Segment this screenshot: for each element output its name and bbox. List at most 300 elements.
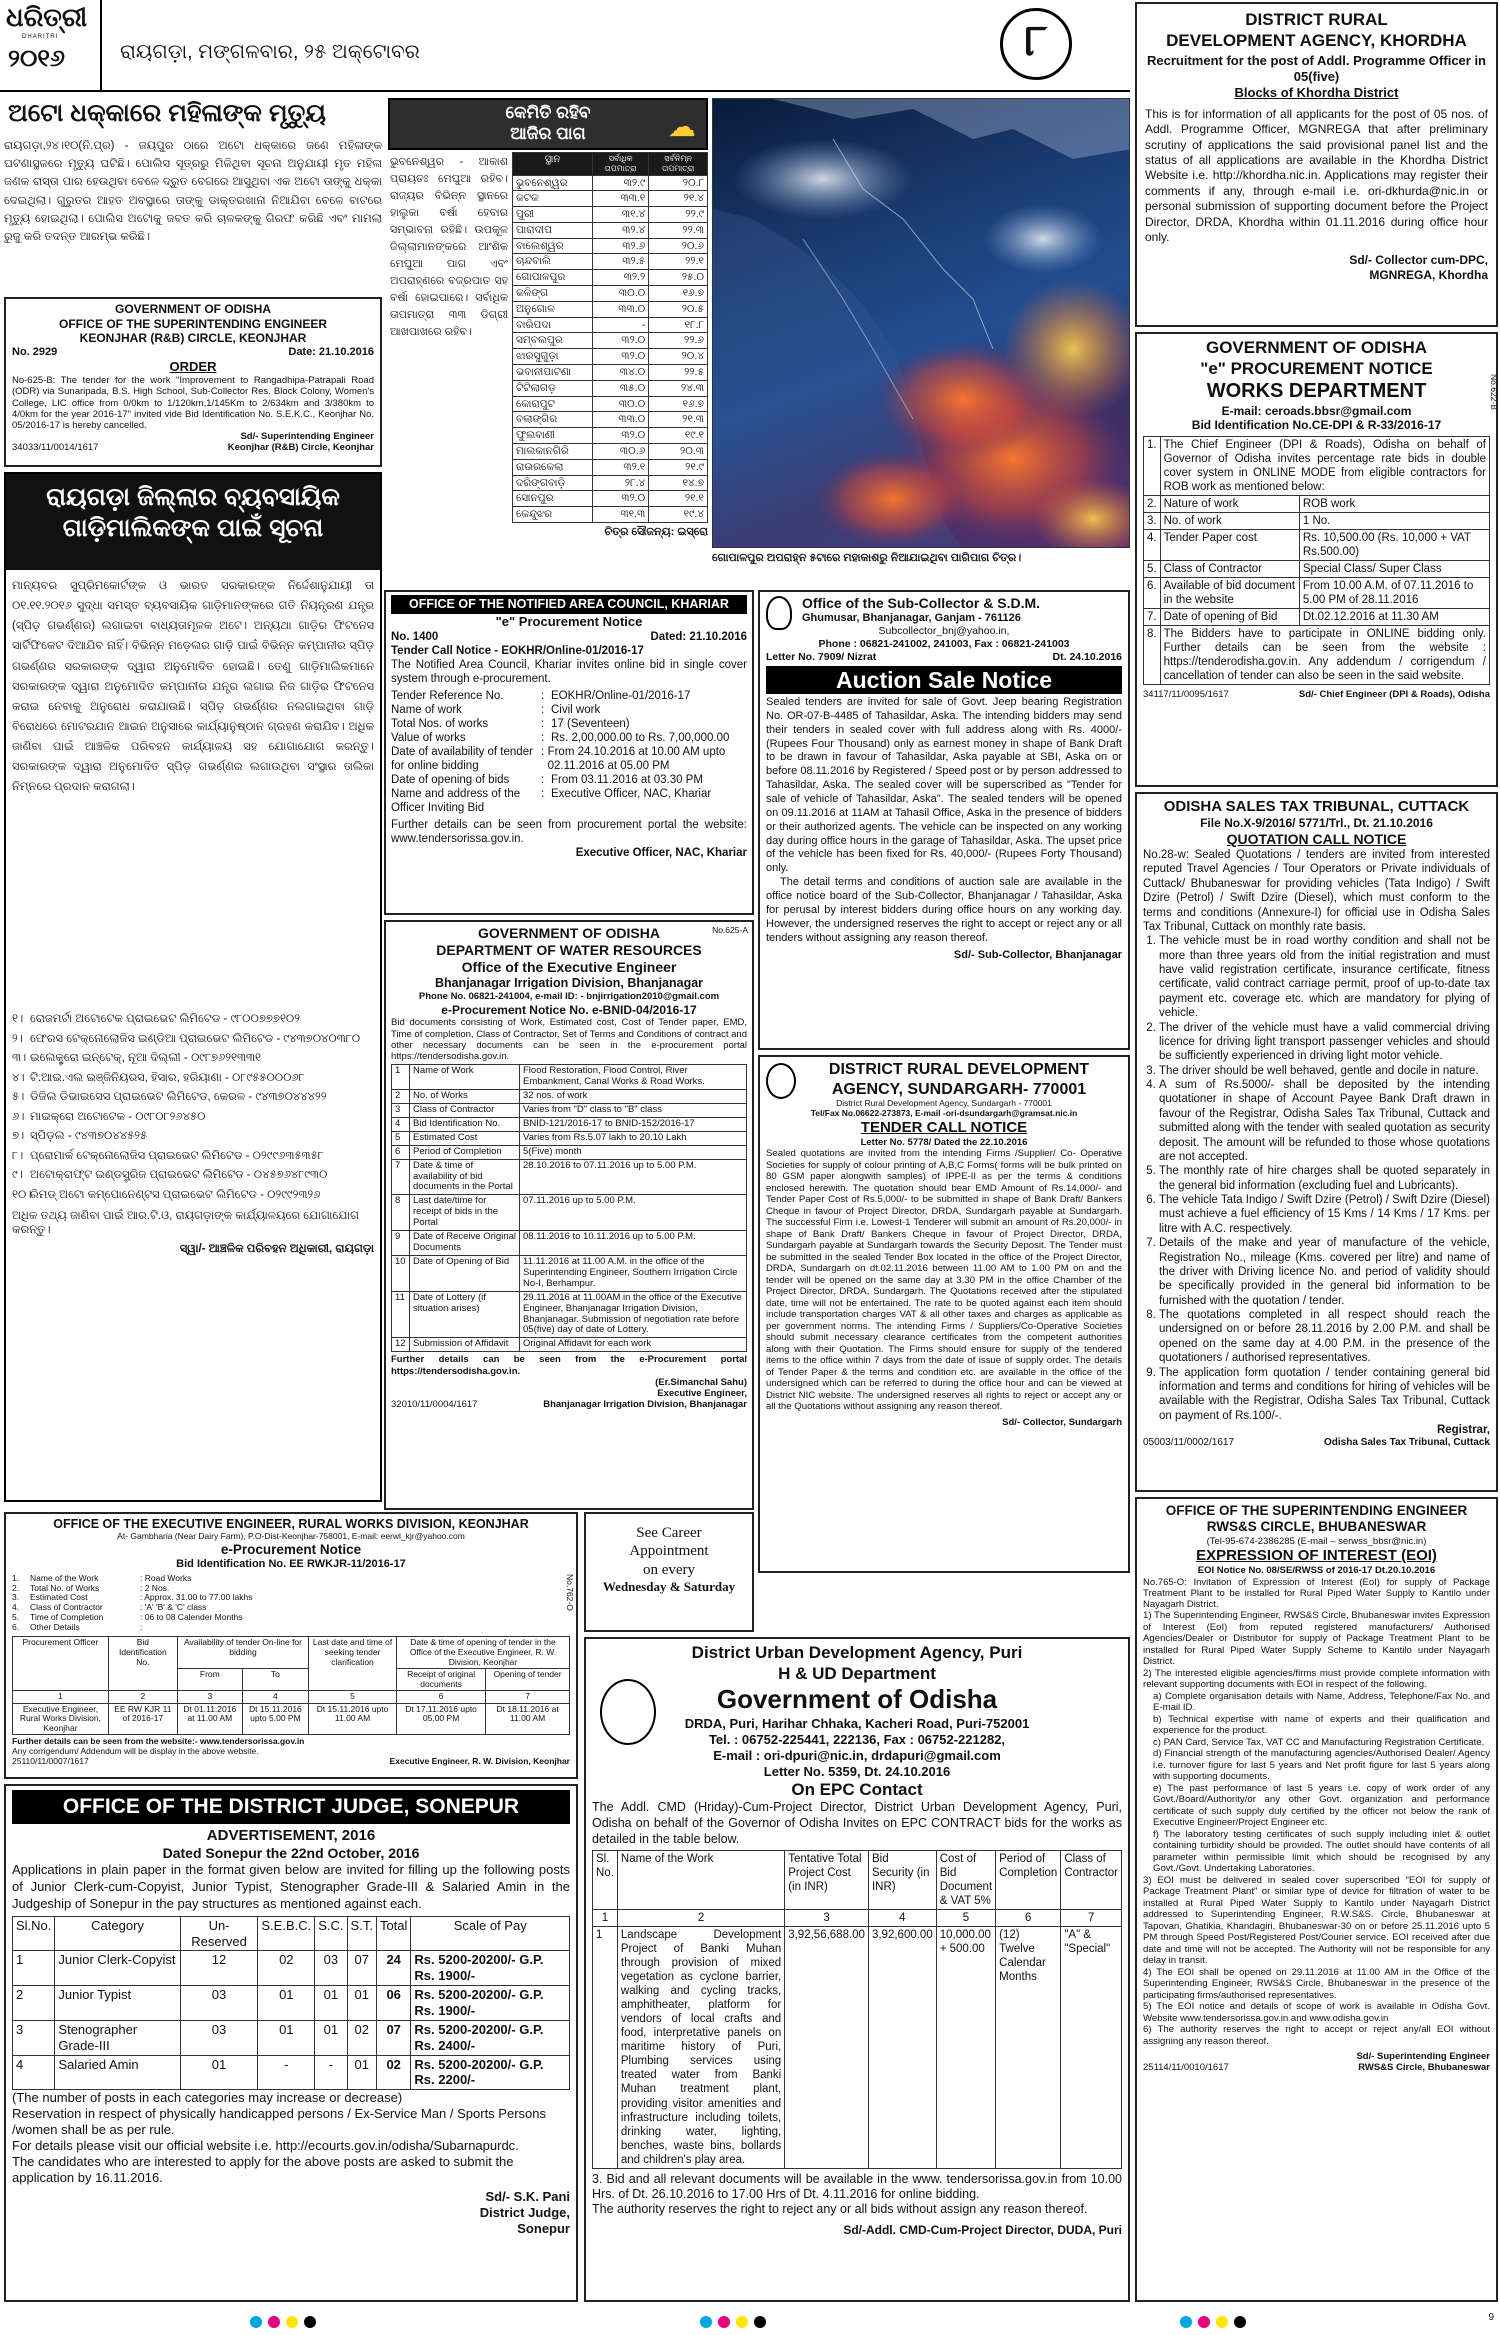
masthead-dateline: ରାୟଗଡ଼ା, ମଙ୍ଗଳବାର, ୨୫ ଅକ୍ଟୋବର (120, 41, 420, 63)
aska-sign: Sd/- Sub-Collector, Bhanjanagar (953, 949, 1122, 962)
wr-row-value: Varies from "D" class to "B" class (520, 1103, 747, 1117)
pwd-row-value: From 10.00 A.M. of 07.11.2016 to 5.00 PM of 28.11.2016 (1299, 578, 1489, 609)
pwd-row-num: 7. (1144, 609, 1161, 626)
pwd-row (1144, 530, 1490, 561)
wr-row (392, 1195, 747, 1231)
weather-place: ବଲାଙ୍ଗିର (513, 412, 593, 428)
wr-row-num: 6 (392, 1145, 410, 1159)
duda-table-cell: 3,92,600.00 (868, 1927, 936, 2168)
keonjhar-rb-date: Date: 21.10.2016 (288, 345, 374, 358)
weather-max: ୩୩.୧ (593, 191, 649, 207)
judge-table-cell: Rs. 5200-20200/- G.P. Rs. 2400/- (411, 2020, 570, 2055)
rwd-th-clarification: Last date and time of seeking tender clarification (309, 1637, 397, 1691)
rwd-row (12, 1584, 570, 1594)
wr-row (392, 1159, 747, 1195)
weather-banner (388, 98, 708, 150)
judge-table-cell: - (258, 2055, 315, 2090)
wr-sign1: (Er.Simanchal Sahu) (655, 1376, 747, 1388)
weather-max: ୩୪.୦ (593, 365, 649, 381)
rayagada-list-text: ଇଲେକ୍ଟ୍ରୋ ଇନ୍ଟେକ୍, ନୂଆ ଦିଲ୍ଲୀ - ୦୯୮୭୬୨୧୩୩୧ (30, 1052, 262, 1065)
judge-note1: (The number of posts in each categories may increase or decrease) (12, 2090, 403, 2106)
duda-title2: H & UD Department (778, 1663, 936, 1683)
weather-row (513, 222, 708, 238)
pwd-row-num: 8. (1144, 626, 1161, 685)
wr-row-key: Submission of Affidavit (410, 1338, 520, 1352)
reg-magenta-icon-2 (718, 2316, 730, 2328)
pwd-row-value: Dt.02.12.2016 at 11.30 AM (1299, 609, 1489, 626)
weather-max: ୩୨.୪ (593, 222, 649, 238)
career-line3: on every (642, 1561, 696, 1578)
judge-table-cell: 02 (376, 2055, 410, 2090)
drda-khordha-title2: DEVELOPMENT AGENCY, KHORDHA (1166, 30, 1467, 50)
weather-row (513, 207, 708, 223)
rwd-row-num: 3. (12, 1592, 20, 1603)
career-line2: Appointment (629, 1543, 709, 1560)
masthead-logo: ଧରିତ୍ରୀ (6, 3, 88, 32)
drda-sg-title1: DISTRICT RURAL DEVELOPMENT (828, 1061, 1090, 1078)
duda-table-head (593, 1851, 1122, 1910)
pwd-row-key: Class of Contractor (1160, 561, 1299, 578)
weather-max: ୩୧.୩ (593, 507, 649, 523)
wr-row-key: Estimated Cost (410, 1131, 520, 1145)
duda-table-cell: "A" & "Special" (1061, 1927, 1122, 2168)
judge-subtitle: ADVERTISEMENT, 2016 (206, 1826, 376, 1844)
rayagada-list-item (12, 1186, 374, 1206)
judge-table-cell: 01 (347, 2055, 376, 2090)
duda-puri-notice (584, 1637, 1130, 2302)
duda-letter: Letter No. 5359, Dt. 24.10.2016 (763, 1763, 951, 1779)
weather-row (513, 428, 708, 444)
weather-min: ୨୨.୫ (649, 365, 708, 381)
judge-table-row (13, 2055, 570, 2090)
duda-headline: On EPC Contact (791, 1779, 923, 1799)
nac-row-sep: : (541, 788, 545, 801)
judge-table-rows (13, 1951, 570, 2090)
nac-row-sep: : (541, 732, 545, 745)
judge-table-header: Category (55, 1916, 180, 1951)
pwd-row-num: 5. (1144, 561, 1161, 578)
weather-min: ୧୪.୭ (649, 475, 708, 491)
wr-table (391, 1064, 747, 1352)
nac-footer: Further details can be seen from procurement portal the website: www.tendersorissa.gov.in. (391, 819, 747, 846)
judge-sonepur-notice (4, 1784, 578, 2302)
keonjhar-rb-body: No-625-B: The tender for the work "Improvement to Rangadhipa-Patrapali Road (ODR) via Sunaripada, B.S. High School, Sub-Collector Res. Block Colony, Women's College, LIC office from 0/0km to 1/120km,1/145Km to 2/634km and 3/380km to 4/0km for the year 2016-17" invited vide Bid Identification No. S.E.K.C., Keonjhar No. 05/2016-17 is hereby cancelled. (12, 375, 374, 431)
weather-row (513, 270, 708, 286)
rayagada-list-num: ୧। (12, 1013, 24, 1025)
duda-table-cell: (12) Twelve Calendar Months (996, 1927, 1061, 2168)
judge-table-row (13, 2020, 570, 2055)
nac-row (391, 717, 747, 731)
rayagada-list-num: ୧୦। (12, 1188, 32, 1201)
weather-min: ୨୦.୬ (649, 238, 708, 254)
rayagada-list-text: ପ୍ରୋମାର୍କ ଟେକ୍ନୋଲୋଜିସ ପ୍ରାଇଭେଟ ଲିମିଟେଡ - ୦୨୯୯୬୩୫୩୫୮ (30, 1149, 324, 1162)
reg-cyan-icon-2 (700, 2316, 712, 2328)
rayagada-list-num: ୫। (12, 1091, 25, 1104)
rwd-address: At- Gambharia (Near Dairy Farm), P.O-Dist-Keonjhar-758001, E-mail: eerwl_kjr@yahoo.com (117, 1531, 465, 1542)
career-line1: See Career (636, 1525, 702, 1541)
wr-row (392, 1145, 747, 1159)
duda-table-cell: 3,92,56,688.00 (785, 1927, 869, 2168)
weather-max: ୩୨.୦ (593, 349, 649, 365)
weather-col-place: ସ୍ଥାନ (513, 153, 593, 176)
rayagada-list-num: ୭। (12, 1130, 25, 1143)
judge-table-header: Un-Reserved (180, 1916, 258, 1951)
rwd-row-key: Estimated Cost (30, 1592, 88, 1603)
rayagada-list-text: ଟି.ଆଇ.ଏଲ ଇଞ୍ଜିନିୟରସ, ହିସାର, ହରିୟାଣା - ୦୮୯୫୫୦୦୦୬୮ (30, 1071, 305, 1084)
rwd-th-officer: Procurement Officer (13, 1637, 109, 1691)
weather-sun-cloud-icon: ☁ (668, 110, 696, 143)
rwd-row-num: 5. (12, 1611, 20, 1622)
judge-table-cell: 03 (180, 2020, 258, 2055)
wr-row-key: No. of Works (410, 1089, 520, 1103)
keonjhar-rb-notice (4, 297, 382, 467)
weather-min: ୨୦.୪ (649, 349, 708, 365)
reg-yellow-icon-3 (1216, 2316, 1228, 2328)
judge-title: OFFICE OF THE DISTRICT JUDGE, SONEPUR (12, 1790, 570, 1824)
nac-intro: The Notified Area Council, Khariar invites online bid in single cover system through e-procurement. (391, 659, 747, 686)
keonjhar-rb-code: 34033/11/0014/1617 (12, 442, 99, 454)
duda-title3: Government of Odisha (716, 1684, 998, 1715)
rayagada-list-item (12, 1108, 374, 1128)
weather-intro (390, 154, 508, 584)
weather-max: ୩୫.୦ (593, 380, 649, 396)
weather-place: ସୋନପୁର (513, 491, 593, 507)
wr-code: 32010/11/0004/1617 (391, 1399, 478, 1411)
weather-place: କେନ୍ଦୁଝର (513, 507, 593, 523)
pwd-row-num: 1. (1144, 437, 1161, 496)
sales-tax-headline: QUOTATION CALL NOTICE (1226, 830, 1407, 847)
wr-title2: DEPARTMENT OF WATER RESOURCES (436, 942, 702, 959)
weather-min: ୨୦.୫ (649, 301, 708, 317)
pwd-row-key: Available of bid document in the website (1160, 578, 1299, 609)
rwss-sign1: Sd/- Superintending Engineer (1356, 2051, 1490, 2063)
judge-table-cell: 03 (180, 1986, 258, 2021)
rwd-th-open-tender: Opening of tender (486, 1669, 570, 1691)
judge-table-header: Scale of Pay (411, 1916, 570, 1951)
judge-table-cell: 07 (347, 1951, 376, 1986)
news-women-death-headline: ଅଟୋ ଧକ୍କାରେ ମହିଳାଙ୍କ ମୃତ୍ୟୁ (8, 99, 326, 127)
pwd-bid-id: Bid Identification No.CE-DPI & R-33/2016-17 (1191, 418, 1442, 433)
rayagada-notice-sign: ସ୍ୱା/- ଆଞ୍ଚଳିକ ପରିବହନ ଅଧିକାରୀ, ରାୟଗଡ଼ା (179, 1242, 374, 1255)
rayagada-list-item (12, 1088, 374, 1108)
weather-row (513, 444, 708, 460)
reg-cyan-icon (250, 2316, 262, 2328)
rwd-row-key: Name of the Work (30, 1572, 99, 1583)
sales-tax-item: 8. The quotations completed in all respect should reach the undersigned on or before 28.11.2016 by 2.00 P.M. and shall be opened on the same day at 4.00 P.M. in the presence of the quotationers / authorised representatives. (1159, 1308, 1490, 1366)
pwd-row-num: 2. (1144, 496, 1161, 513)
weather-min: ୨୫.୦ (649, 270, 708, 286)
sales-tax-sign1: Registrar, (1436, 1424, 1490, 1436)
weather-row (513, 475, 708, 491)
pwd-row-value: 1 No. (1299, 513, 1489, 530)
nac-row (391, 689, 747, 703)
duda-table-cell: 1 (593, 1927, 618, 2168)
rwd-notice: e-Procurement Notice (220, 1542, 362, 1558)
weather-place: ସମ୍ବଲପୁର (513, 333, 593, 349)
wr-notice: e-Procurement Notice No. e-BNID-04/2016-17 (441, 1002, 697, 1017)
rwss-tel: (Tel-95-674-2386285 (E-mail – serwss_bbsr@nic.in) (1206, 1535, 1427, 1547)
footer-page-marker: 9 (1488, 2312, 1494, 2323)
duda-table-num: 2 (617, 1910, 784, 1927)
weather-row (513, 238, 708, 254)
reg-black-icon-3 (1234, 2316, 1246, 2328)
judge-table-cell: 01 (258, 1986, 315, 2021)
keonjhar-rb-order: ORDER (169, 359, 217, 375)
judge-table-cell: Salaried Amin (55, 2055, 180, 2090)
aska-letter: Letter No. 7909/ Nizrat (766, 651, 877, 664)
sales-tax-item: 6. The vehicle Tata Indigo / Swift Dzire (Petrol) / Swift Dzire (Diesel) must achieve a fuel efficiency of 15 Kms / 14 Kms / 17 Kms. per litre with A.C. respectively. (1159, 1193, 1490, 1236)
masthead (0, 0, 1130, 92)
rwss-items (1143, 1610, 1490, 2047)
wr-row-num: 3 (392, 1103, 410, 1117)
pwd-title3: WORKS DEPARTMENT (1206, 380, 1427, 403)
weather-col-min: ସର୍ବନିମ୍ନ ତାପମାତ୍ରା (649, 153, 708, 176)
rwd-keonjhar-notice (4, 1512, 578, 1779)
sales-tax-sign2: Odisha Sales Tax Tribunal, Cuttack (1324, 1437, 1490, 1449)
judge-table-cell: Stenographer Grade-III (55, 2020, 180, 2055)
judge-sign2: District Judge, (479, 2205, 570, 2221)
nac-no: No. 1400 (391, 631, 439, 644)
sales-tax-items (1143, 934, 1490, 1423)
rwd-table-cell: Dt 01.11.2016 at 11.00 AM (177, 1703, 242, 1735)
wr-row-key: Date of Lottery (if situation arises) (410, 1291, 520, 1338)
wr-row-num: 9 (392, 1231, 410, 1256)
duda-table-header: Sl. No. (593, 1851, 618, 1910)
wr-row (392, 1131, 747, 1145)
drda-khordha-subtitle: Recruitment for the post of Addl. Programme Officer in 05(five) (1147, 53, 1486, 85)
weather-place: କଳିଙ୍ଗ (513, 286, 593, 302)
sales-tax-item: 4. A sum of Rs.5000/- shall be deposited by the intending quotationer in shape of Account Payee Bank Draft drawn in favour of the Registrar, Odisha Sales Tax Tribunal, Cuttack and submitted along with the tender with sealed quotation as security deposit. The amount will be refunded to those whose quotations are not accepted. (1159, 1078, 1490, 1164)
duda-table-header: Bid Security (in INR) (868, 1851, 936, 1910)
pwd-sign: Sd/- Chief Engineer (DPI & Roads), Odisha (1298, 689, 1490, 701)
judge-table-cell: 02 (258, 1951, 315, 1986)
weather-max: ୩୨.୯ (593, 175, 649, 191)
judge-table-cell: 02 (347, 2020, 376, 2055)
wr-row-value: Flood Restoration, Flood Control, River Embankment, Canal Works & Road Works. (520, 1065, 747, 1090)
duda-table-cell: 10,000.00 + 500.00 (936, 1927, 995, 2168)
weather-place: ବାଲେଶ୍ୱର (513, 238, 593, 254)
pwd-row-key: Nature of work (1160, 496, 1299, 513)
rayagada-list-text: ସ୍ପିଡ଼ଲ - ୯୪୩୭୦୪୪୫୨୫ (30, 1130, 148, 1143)
aska-headline: Auction Sale Notice (766, 666, 1122, 694)
duda-address: DRDA, Puri, Harihar Chhaka, Kacheri Road, Puri-752001 (684, 1716, 1030, 1732)
drda-khordha-sign2: MGNREGA, Khordha (1369, 267, 1488, 282)
rwss-title1: OFFICE OF THE SUPERINTENDING ENGINEER (1165, 1503, 1468, 1518)
weather-max: ୩୨.୦ (593, 491, 649, 507)
weather-row (513, 507, 708, 523)
judge-table-cell: 01 (347, 1986, 376, 2021)
wr-row-value: Original Affidavit for each work (520, 1338, 747, 1352)
rayagada-list-item (12, 1010, 374, 1030)
rwss-item: a) Complete organisation details with Name, Address, Telephone/Fax No. and E-mail ID. (1153, 1690, 1490, 1714)
weather-min: ୧୮.୮ (649, 317, 708, 333)
nac-row-value: Rs. 2,00,000.00 to Rs. 7,00,000.00 (551, 732, 730, 745)
odisha-emblem-icon (766, 596, 792, 630)
rwd-row-value: : 2 Nos. (140, 1582, 170, 1593)
rwd-th-availability: Availability of tender On-line for bidding (177, 1637, 308, 1669)
rwd-row-value: : 06 to 08 Calender Months (140, 1611, 243, 1622)
weather-place: ଦରିଙ୍ଗବାଡ଼ି (513, 475, 593, 491)
weather-max: ୨୮.୪ (593, 475, 649, 491)
duda-sign: Sd/-Addl. CMD-Cum-Project Director, DUDA, Puri (843, 2223, 1122, 2238)
wr-row-value: 07.11.2016 up to 5.00 P.M. (520, 1195, 747, 1231)
rayagada-list-item (12, 1166, 374, 1186)
judge-table-header: Sl.No. (13, 1916, 55, 1951)
wr-side-no: No.625-A (712, 925, 748, 935)
rwd-th-to: To (242, 1669, 308, 1691)
judge-table-cell: 01 (315, 2020, 347, 2055)
nac-rows (391, 689, 747, 815)
drda-khordha-body: This is for information of all applicants for the post of 05 nos. of Addl. Programme Officer, MGNREGA that after preliminary scrutiny of applications the said provisional panel list and the status of all applications are available in the Khordha District Website i.e. http://khordha.nic.in. Applications may register their comments if any, through e-mail i.e. ori-dkhurda@nic.in or personal submission of supporting document before the Project Director, DRDA, Khordha within 01.11.2016 during office hour only. (1145, 107, 1488, 244)
weather-max: ୩୦.୦ (593, 286, 649, 302)
duda-table (592, 1850, 1122, 2168)
nac-row-value: From 03.11.2016 at 03.30 PM (551, 774, 703, 787)
wr-row-value: 5(Five) month (520, 1145, 747, 1159)
wr-row-num: 4 (392, 1117, 410, 1131)
nac-row-key: Date of opening of bids (391, 774, 510, 787)
wr-row (392, 1291, 747, 1338)
career-line4: Wednesday & Saturday (602, 1578, 736, 1594)
keonjhar-rb-no: No. 2929 (12, 345, 58, 358)
wr-row-key: Date of Receive Original Documents (410, 1231, 520, 1256)
rwss-item: d) Financial strength of the manufacturing agencies/Authorised Dealer/ Agency i.e. turnover figure for last 5 years and Net profit figure for last 5 years along with supporting documents. (1153, 1748, 1490, 1783)
wr-row-value: BNID-121/2016-17 to BNID-152/2016-17 (520, 1117, 747, 1131)
masthead-divider (100, 0, 102, 90)
rwd-row-num: 1. (12, 1572, 20, 1583)
wr-row-key: Class of Contractor (410, 1103, 520, 1117)
weather-place: କୋରାପୁଟ (513, 396, 593, 412)
wr-row-num: 11 (392, 1291, 410, 1338)
weather-place: ମାଲକାନଗିରି (513, 444, 593, 460)
wr-contact: Phone No. 06821-241004, e-mail ID: - bnjirrigation2010@gmail.com (418, 991, 720, 1003)
pwd-row-key: Date of opening of Bid (1160, 609, 1299, 626)
wr-row-num: 7 (392, 1159, 410, 1195)
rayagada-notice-body: ମାନ୍ୟବର ସୁପ୍ରିମକୋର୍ଟଙ୍କ ଓ ଭାରତ ସରକାରଙ୍କ ନିର୍ଦ୍ଦେଶାନୁଯାୟୀ ତା ୦୧.୧୧.୨୦୧୬ ସୁଦ୍ଧା ସମସ୍ତ ବ୍ୟବସାୟିକ ଗାଡ଼ିମାନଙ୍କରେ ଗତି ନିୟନ୍ତ୍ରଣ ଯନ୍ତ୍ର (ସ୍ପିଡ଼ ଗଭର୍ଣ୍ଣର) ଲଗାଇବା ବାଧ୍ୟତାମୂଳକ ଅଟେ। ଅନ୍ୟଥା ଗାଡ଼ିର ଫିଟନେସ ସାର୍ଟିଫିକେଟ ଦିଆଯିବ ନାହିଁ। ବିଭିନ୍ନ ମଡ଼େଲର ଗାଡ଼ି ପାଇଁ ବିଭିନ୍ନ କମ୍ପାନୀର ସ୍ପିଡ଼ ଗଭର୍ଣ୍ଣର ସରକାରଙ୍କ ଦ୍ୱାରା ଅନୁମୋଦିତ ହୋଇଛି। ତେଣୁ ଗାଡ଼ିମାଲିକମାନେ ସରକାରଙ୍କ ଦ୍ୱାରା ଅନୁମୋଦିତ କମ୍ପାନୀର ଯନ୍ତ୍ର ଲଗାଇ ନିଜ ଗାଡ଼ିର ଫିଟନେସ କରାଇ ନେବାକୁ ଅନୁରୋଧ କରାଯାଉଛି। ସ୍ପିଡ଼ ଗଭର୍ଣ୍ଣର ନଲଗାଇଥିବା ଗାଡ଼ି ବିରୋଧରେ ମୋଟରଯାନ ଆଇନ ଅନୁସାରେ କାର୍ଯ୍ୟାନୁଷ୍ଠାନ ଗ୍ରହଣ କରାଯିବ। ଅଧିକ ଜାଣିବା ପାଇଁ ଆଞ୍ଚଳିକ ପରିବହନ କାର୍ଯ୍ୟାଳୟ ସହ ଯୋଗାଯୋଗ କରନ୍ତୁ। ସରକାରଙ୍କ ଦ୍ୱାରା ଅନୁମୋଦିତ ସ୍ପିଡ଼ ଗଭର୍ଣ୍ଣର ଲଗାଉଥିବା ସଂସ୍ଥାର ତାଲିକା ନିମ୍ନରେ ପ୍ରଦାନ କରାଗଲା। (12, 580, 374, 794)
wr-row (392, 1103, 747, 1117)
wr-sign3: Bhanjanagar Irrigation Division, Bhanjanagar (543, 1399, 747, 1411)
rayagada-list-text: ମାଇକ୍ରୋ ଅଟୋଟେକ - ୦୯୮୦୮୨୬୪୫୦ (30, 1110, 206, 1123)
sales-tax-item: 3. The driver should be well behaved, gentle and docile in nature. (1159, 1064, 1490, 1078)
aska-phone: Phone : 06821-241002, 241003, Fax : 06821-241003 (818, 638, 1070, 651)
nac-row-sep: : (541, 690, 545, 703)
wr-title3: Office of the Executive Engineer (461, 959, 677, 976)
judge-table-cell: 24 (376, 1951, 410, 1986)
weather-min: ୧୯.୪ (649, 507, 708, 523)
judge-table-row (13, 1986, 570, 2021)
pwd-row-num: 6. (1144, 578, 1161, 609)
judge-table-cell: 3 (13, 2020, 55, 2055)
pwd-row-value: Rs. 10,500.00 (Rs. 10,000 + VAT Rs.500.00) (1299, 530, 1489, 561)
rwd-table-num: 3 (177, 1691, 242, 1704)
weather-intro-text: ଭୁବନେଶ୍ୱର - ଆକାଶ ପ୍ରାୟତଃ ମେଘୁଆ ରହିବ। ରାଜ୍ୟର ବିଭିନ୍ନ ସ୍ଥାନରେ ହାଲୁକା ବର୍ଷା ହେବାର ସମ୍ଭାବନା ରହିଛି। ଉପକୂଳ ଜିଲ୍ଲାମାନଙ୍କରେ ଆଂଶିକ ମେଘୁଆ ପାଗ ଏବଂ ଅପରାହ୍ଣରେ ବଜ୍ରପାତ ସହ ବର୍ଷା ହୋଇପାରେ। ସର୍ବାଧିକ ତାପମାତ୍ରା ୩୩ ଡିଗ୍ରୀ ଆଖପାଖରେ ରହିବ। (390, 156, 508, 339)
judge-table-cell: Junior Clerk-Copyist (55, 1951, 180, 1986)
aska-body: Sealed tenders are invited for sale of Govt. Jeep bearing Registration No. OR-07-B-4485 of Tahasildar, Aska. The intending bidders may send their tenders in sealed cover with full address along with Rs. 4000/- (Rupees Four Thousand) only as earnest money in shape of Bank Draft to be drawn in favour of Tahasildar, Aska payable at SBI, Aska on or before 08.11.2016 by Registered / Speed post or by person addressed to Tahasildar, Aska. The sealed cover will be superscribed as "Tender for sale of vehicle of Tahasildar, Aska". The sealed tenders will be opened on 09.11.2016 at 11AM at Tahasil Office, Aska in the presence of bidders or their authorized agents. The vehicle can be inspected on any working day during office hours in the garage of Tahasildar, Aska. The upset price of the vehicle has been fixed for Rs. 40,000/- (Rupees Forty Thousand) only. (766, 695, 1122, 875)
nac-row-key: Tender Reference No. (391, 690, 504, 703)
wr-footer: Further details can be seen from the e-Procurement portal https://tendersodisha.gov.in. (391, 1354, 747, 1377)
rayagada-notice-list (6, 1010, 380, 1205)
rwss-item: 3) EOI must be delivered in sealed cover superscribed "EOI for supply of Package Treatment Plant" or similar type of device for filtration of water to be installed at Rural Piped Water Supply to Kantilo under Nayagarh District addressed to Superintending Engineer, R.W.S&S. Circle, Bhubaneswar at Tapovan, Ghatikia, Khandagiri, Bhubaneswar-30 on or before 25.11.2016 upto 5 PM through Speed Post/Registered Post/Courier service. EOI received after due date and time will not be accepted. The Authority will not be responsible for any delay in transit. (1143, 1874, 1490, 1967)
weather-row (513, 349, 708, 365)
aska-body2: The detail terms and conditions of auction sale are available in the office notice board of the Sub-Collector, Bhanjanagar / Tahasildar, Aska for perusal by interest bidders during office hours on any working day. However, the undersigned reserves the right to accept or reject any or all tenders without assigning any reason thereof. (766, 876, 1122, 944)
reg-black-icon (304, 2316, 316, 2328)
rayagada-list-item (12, 1049, 374, 1069)
judge-table-cell: Junior Typist (55, 1986, 180, 2021)
rwss-headline: EXPRESSION OF INTEREST (EOI) (1196, 1547, 1437, 1565)
judge-table-cell: 01 (315, 1986, 347, 2021)
masthead-logo-sub: DHARITRI (22, 34, 59, 40)
weather-title1: କେମିତି ରହିବ (505, 103, 591, 122)
weather-min: ୨୦.୩ (649, 444, 708, 460)
sales-tax-code: 05003/11/0002/1617 (1143, 1437, 1235, 1449)
rwd-table-num: 5 (309, 1691, 397, 1704)
duda-table-num: 6 (996, 1910, 1061, 1927)
rwd-th-receipt: Receipt of original documents (396, 1669, 485, 1691)
weather-min: ୧୬.୭ (649, 396, 708, 412)
weather-min: ୨୨.୩ (649, 222, 708, 238)
rayagada-notice-banner (6, 474, 380, 570)
weather-title2: ଆଜିର ପାଗ (510, 123, 586, 143)
duda-table-num: 3 (785, 1910, 869, 1927)
weather-min: ୨୦.୮ (649, 175, 708, 191)
rwss-item: 6) The authority reserves the right to accept or reject any/all EOI without assigning any reason thereof. (1143, 2024, 1490, 2047)
weather-row (513, 365, 708, 381)
nac-row-value: EOKHR/Online-01/2016-17 (551, 690, 691, 703)
rayagada-list-text: ଡିଜିଲ ଡିଭାଇସେସ ପ୍ରାଇଭେଟ ଲିମିଟେଡ, କେରଳ - ୯୪୩୭୦୪୪୪୨୨ (30, 1091, 327, 1104)
nac-row (391, 773, 747, 787)
footer-registration-marks (0, 2308, 1500, 2335)
aska-date: Dt. 24.10.2016 (1052, 651, 1122, 664)
rwss-title2: RWS&S CIRCLE, BHUBANESWAR (1206, 1519, 1427, 1535)
judge-note4: The candidates who are interested to apply for the above posts are asked to submit the application by 16.11.2016. (12, 2153, 514, 2185)
pwd-row-num: 3. (1144, 513, 1161, 530)
weather-row (513, 396, 708, 412)
wr-row-num: 1 (392, 1065, 410, 1090)
sales-tax-notice (1135, 792, 1498, 1492)
drda-sg-sign: Sd/- Collector, Sundargarh (1002, 1416, 1122, 1428)
nac-subtitle: "e" Procurement Notice (495, 614, 643, 630)
rwd-table-cell: Dt 17.11.2016 upto 05.00 PM (396, 1703, 485, 1735)
duda-table-nums (593, 1910, 1122, 1927)
sales-tax-item: 2. The driver of the vehicle must have a valid commercial driving licence for driving light transport passenger vehicles and should be sufficiently experienced in driving light motor vehicle. (1159, 1021, 1490, 1064)
wr-row-num: 8 (392, 1195, 410, 1231)
aska-title1: Office of the Sub-Collector & S.D.M. (802, 595, 1041, 611)
rwd-table-row (13, 1703, 570, 1735)
rwss-item: 4) The EOI shall be opened on 29.11.2016 at 11.00 AM in the Office of the Superintending Engineer, RWS&S Circle, Bhubaneswar in the presence of the participating firms/authorised representatives. (1143, 1966, 1490, 2001)
rwd-footer1: Further details can be seen from the website:- www.tendersorissa.gov.in (12, 1736, 305, 1747)
wr-row-key: Name of Work (410, 1065, 520, 1090)
duda-note3: 3. Bid and all relevant documents will be available in the www. tendersorissa.gov.in from 10.00 Hrs. of Dt. 26.10.2016 to 17.00 Hrs of Dt. 4.11.2016 for online bidding. (592, 2171, 1122, 2201)
weather-max: ୩୨.୦ (593, 333, 649, 349)
news-women-death (4, 96, 382, 291)
aska-title2: Ghumusar, Bhanjanagar, Ganjam - 761126 (802, 612, 1021, 625)
weather-row (513, 301, 708, 317)
weather-min: ୧୯.୧ (649, 428, 708, 444)
rwss-item: 1) The Superintending Engineer, RWS&S Circle, Bhubaneswar invites Expression of Interest (EoI) from reputed registered manufacturers/ Authorised Agencies/Dealer or Distributor for supply of Package Treatment Plant to be installed for Rural Piped Water Supply Scheme to Kantilo under Nayagarh District. (1143, 1610, 1490, 1668)
pwd-title2: "e" PROCUREMENT NOTICE (1200, 358, 1433, 378)
nac-row-key: Date of availability of tender for online bidding (391, 746, 533, 773)
sales-tax-intro: No.28-w: Sealed Quotations / tenders are invited from interested reputed Travel Agencies / Tour Operators or Private individuals of Cuttack/ Bhubaneswar for providing vehicles (Tata Indigo) / Swift Dzire (Petrol) / Swift Dzire (Diesel), which must conform to the terms and conditions (Annexure-I) for official use in Odisha Sales Tax Tribunal, Cuttack on monthly rate basis. (1143, 849, 1490, 933)
rayagada-notice-title1: ରାୟଗଡ଼ା ଜିଲ୍ଲାର ବ୍ୟବସାୟିକ (46, 483, 340, 511)
rwd-title: OFFICE OF THE EXECUTIVE ENGINEER, RURAL WORKS DIVISION, KEONJHAR (53, 1517, 529, 1531)
rwd-table-num: 7 (486, 1691, 570, 1704)
duda-note4: The authority reserves the right to reject any or all bids without assign any reason thereof. (592, 2202, 1088, 2217)
wr-row-key: Bid Identification No. (410, 1117, 520, 1131)
reg-black-icon-2 (754, 2316, 766, 2328)
sales-tax-file: File No.X-9/2016/ 5771/Trl., Dt. 21.10.2016 (1200, 816, 1433, 831)
wr-row-num: 10 (392, 1255, 410, 1291)
keonjhar-rb-sign1: Sd/- Superintending Engineer (240, 431, 374, 443)
nac-date: Dated: 21.10.2016 (650, 631, 747, 644)
